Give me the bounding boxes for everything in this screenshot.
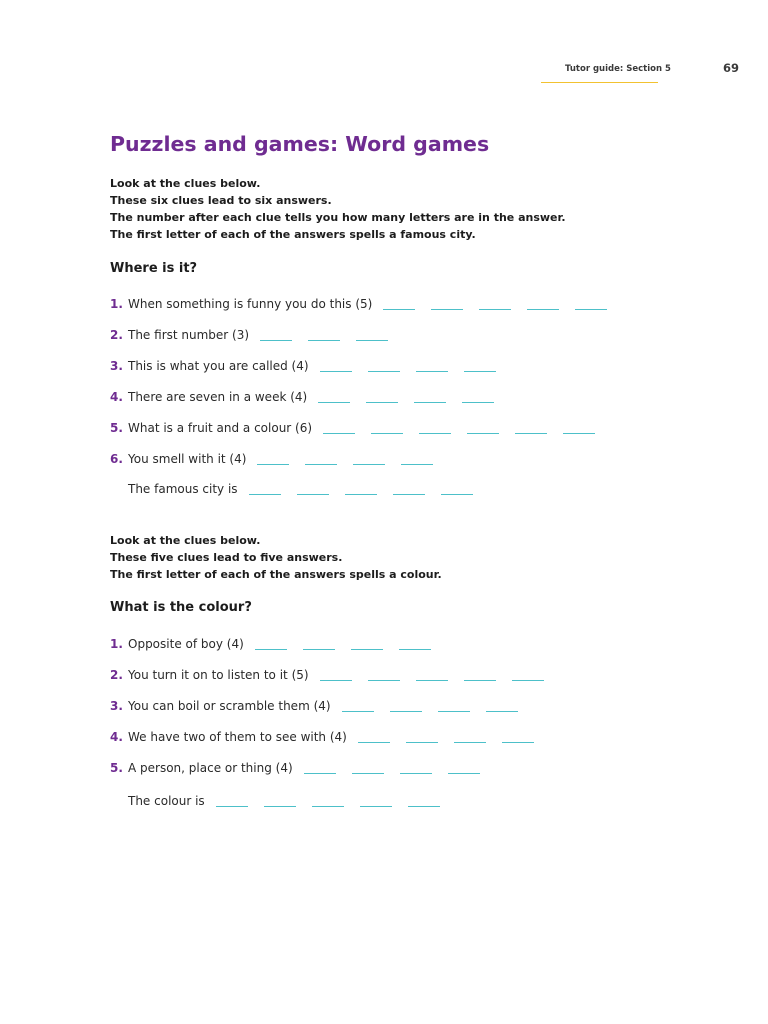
clue-text: When something is funny you do this (5)	[128, 297, 373, 311]
letter-blank[interactable]	[399, 649, 431, 650]
letter-blank[interactable]	[383, 309, 415, 310]
letter-blank[interactable]	[312, 806, 344, 807]
clue-number: 1.	[110, 297, 123, 311]
letter-blank[interactable]	[356, 340, 388, 341]
letter-blank[interactable]	[512, 680, 544, 681]
clue-number: 2.	[110, 668, 123, 682]
letter-blank[interactable]	[393, 494, 425, 495]
letter-blank[interactable]	[368, 371, 400, 372]
clue-text: There are seven in a week (4)	[128, 390, 308, 404]
clue-row	[110, 420, 595, 436]
clue-text: We have two of them to see with (4)	[128, 730, 347, 744]
clue-text: You can boil or scramble them (4)	[128, 699, 331, 713]
answer-label: The famous city is	[128, 482, 238, 496]
clue-number: 3.	[110, 359, 123, 373]
clue-text: What is a fruit and a colour (6)	[128, 421, 313, 435]
letter-blank[interactable]	[486, 711, 518, 712]
clue-row	[110, 296, 607, 312]
clue-number: 6.	[110, 452, 123, 466]
letter-blank[interactable]	[351, 649, 383, 650]
answer-row	[128, 481, 473, 497]
letter-blank[interactable]	[441, 494, 473, 495]
letter-blank[interactable]	[255, 649, 287, 650]
letter-blank[interactable]	[454, 742, 486, 743]
letter-blank[interactable]	[257, 464, 289, 465]
clue-row	[110, 389, 494, 405]
letter-blank[interactable]	[371, 433, 403, 434]
letter-blank[interactable]	[353, 464, 385, 465]
clue-row	[110, 636, 431, 652]
letter-blank[interactable]	[216, 806, 248, 807]
clue-text: The first number (3)	[128, 328, 250, 342]
instruction-line: Look at the clues below.	[110, 534, 261, 547]
letter-blank[interactable]	[260, 340, 292, 341]
letter-blank[interactable]	[527, 309, 559, 310]
header-rule	[541, 82, 658, 83]
letter-blank[interactable]	[308, 340, 340, 341]
answer-blanks[interactable]	[318, 400, 494, 401]
letter-blank[interactable]	[249, 494, 281, 495]
instruction-line: The first letter of each of the answers spells a famous city.	[110, 228, 476, 241]
letter-blank[interactable]	[352, 773, 384, 774]
letter-blank[interactable]	[342, 711, 374, 712]
clue-number: 1.	[110, 637, 123, 651]
clue-number: 2.	[110, 328, 123, 342]
clue-text: You smell with it (4)	[128, 452, 247, 466]
clue-text: Opposite of boy (4)	[128, 637, 244, 651]
answer-blanks[interactable]	[320, 678, 544, 679]
clue-text: A person, place or thing (4)	[128, 761, 293, 775]
letter-blank[interactable]	[416, 680, 448, 681]
letter-blank[interactable]	[464, 371, 496, 372]
puzzle1-instructions	[110, 175, 566, 243]
answer-blanks[interactable]	[342, 709, 518, 710]
clue-row	[110, 327, 388, 343]
puzzle2-instructions	[110, 532, 442, 583]
page-number: 69	[723, 61, 740, 75]
letter-blank[interactable]	[414, 402, 446, 403]
answer-blanks[interactable]	[383, 307, 607, 308]
letter-blank[interactable]	[406, 742, 438, 743]
clue-row	[110, 451, 433, 467]
letter-blank[interactable]	[303, 649, 335, 650]
letter-blank[interactable]	[462, 402, 494, 403]
puzzle2-heading: What is the colour?	[110, 600, 252, 615]
letter-blank[interactable]	[360, 806, 392, 807]
answer-blanks[interactable]	[216, 804, 440, 805]
clue-text: You turn it on to listen to it (5)	[128, 668, 309, 682]
letter-blank[interactable]	[416, 371, 448, 372]
section-label: Tutor guide: Section 5	[565, 64, 671, 74]
letter-blank[interactable]	[408, 806, 440, 807]
letter-blank[interactable]	[401, 464, 433, 465]
answer-row	[128, 793, 440, 809]
letter-blank[interactable]	[264, 806, 296, 807]
letter-blank[interactable]	[320, 680, 352, 681]
clue-row	[110, 667, 544, 683]
letter-blank[interactable]	[563, 433, 595, 434]
instruction-line: The number after each clue tells you how many letters are in the answer.	[110, 211, 566, 224]
letter-blank[interactable]	[320, 371, 352, 372]
letter-blank[interactable]	[323, 433, 355, 434]
clue-number: 4.	[110, 390, 123, 404]
instruction-line: The first letter of each of the answers spells a colour.	[110, 568, 442, 581]
letter-blank[interactable]	[368, 680, 400, 681]
instruction-line: Look at the clues below.	[110, 177, 261, 190]
instruction-line: These five clues lead to five answers.	[110, 551, 343, 564]
answer-blanks[interactable]	[320, 369, 496, 370]
letter-blank[interactable]	[366, 402, 398, 403]
clue-number: 5.	[110, 421, 123, 435]
clue-number: 3.	[110, 699, 123, 713]
letter-blank[interactable]	[400, 773, 432, 774]
answer-blanks[interactable]	[323, 431, 595, 432]
answer-blanks[interactable]	[304, 771, 480, 772]
puzzle1-heading: Where is it?	[110, 261, 198, 276]
letter-blank[interactable]	[304, 773, 336, 774]
answer-blanks[interactable]	[257, 462, 433, 463]
instruction-line: These six clues lead to six answers.	[110, 194, 332, 207]
answer-blanks[interactable]	[255, 647, 431, 648]
clue-row	[110, 729, 534, 745]
answer-label: The colour is	[128, 794, 205, 808]
letter-blank[interactable]	[467, 433, 499, 434]
letter-blank[interactable]	[419, 433, 451, 434]
letter-blank[interactable]	[575, 309, 607, 310]
clue-number: 5.	[110, 761, 123, 775]
letter-blank[interactable]	[448, 773, 480, 774]
letter-blank[interactable]	[464, 680, 496, 681]
clue-row	[110, 358, 496, 374]
answer-blanks[interactable]	[358, 740, 534, 741]
clue-number: 4.	[110, 730, 123, 744]
letter-blank[interactable]	[297, 494, 329, 495]
clue-row	[110, 698, 518, 714]
letter-blank[interactable]	[358, 742, 390, 743]
letter-blank[interactable]	[438, 711, 470, 712]
letter-blank[interactable]	[431, 309, 463, 310]
letter-blank[interactable]	[318, 402, 350, 403]
clue-text: This is what you are called (4)	[128, 359, 309, 373]
letter-blank[interactable]	[502, 742, 534, 743]
letter-blank[interactable]	[390, 711, 422, 712]
letter-blank[interactable]	[479, 309, 511, 310]
answer-blanks[interactable]	[260, 338, 388, 339]
letter-blank[interactable]	[345, 494, 377, 495]
letter-blank[interactable]	[515, 433, 547, 434]
answer-blanks[interactable]	[249, 492, 473, 493]
letter-blank[interactable]	[305, 464, 337, 465]
clue-row	[110, 760, 480, 776]
page-title: Puzzles and games: Word games	[110, 132, 490, 156]
